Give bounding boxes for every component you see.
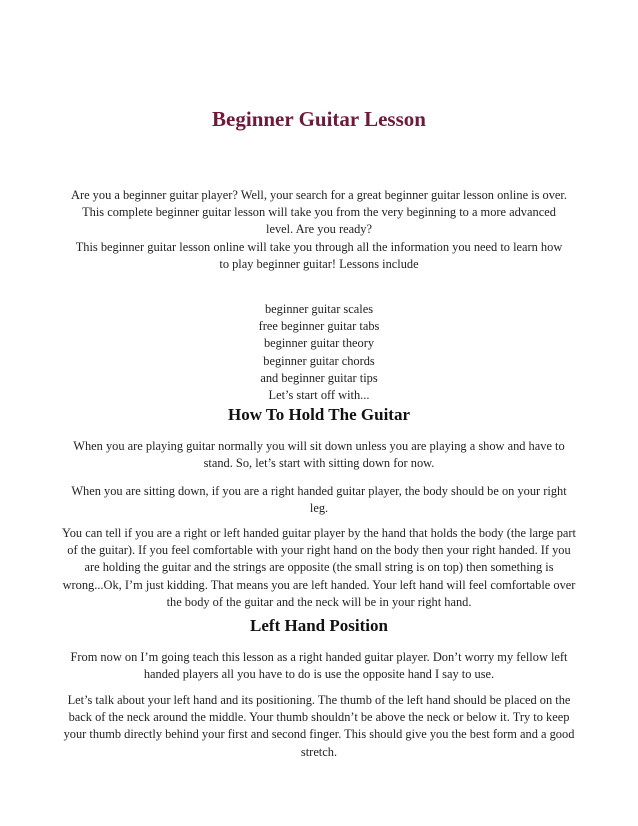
body-paragraph: Let’s talk about your left hand and its positioning. The thumb of the left hand should be placed on the back of the neck around the middle. Your thumb shouldn’t be above the neck or below it. Try to keep your thumb directly behind your first and second finger. This should give you the best form and a good stretch. (63, 693, 575, 759)
list-item: beginner guitar scales (264, 302, 374, 316)
list-item: beginner guitar chords (263, 353, 375, 368)
list-item: beginner guitar theory (263, 336, 375, 351)
list-item: free beginner guitar tabs (258, 319, 380, 334)
body-paragraph: When you are sitting down, if you are a right handed guitar player, the body should be on your right leg. (71, 484, 567, 516)
page-title: Beginner Guitar Lesson (212, 107, 426, 131)
section-heading-hold-guitar: How To Hold The Guitar (227, 405, 410, 424)
list-item: Let’s start off with... (268, 388, 370, 403)
body-paragraph: When you are playing guitar normally you will sit down unless you are playing a show and have to stand. So, let’s start with sitting down for now. (73, 439, 565, 471)
section-heading-left-hand: Left Hand Position (250, 616, 388, 635)
lesson-topic-list (0, 301, 638, 404)
body-paragraph: From now on I’m going teach this lesson as a right handed guitar player. Don’t worry my fellow left handed players all you have to do is use the opposite hand I say to use. (70, 650, 568, 682)
intro-paragraph: This beginner guitar lesson online will take you through all the information you need to learn how to play beginner guitar! Lessons include (75, 239, 563, 271)
list-item: and beginner guitar tips (260, 370, 378, 385)
intro-paragraph: Are you a beginner guitar player? Well, your search for a great beginner guitar lesson online is over. This complete beginner guitar lesson will take you from the very beginning to a more advanced level. Are you ready? (71, 188, 567, 237)
body-paragraph: You can tell if you are a right or left handed guitar player by the hand that holds the body (the large part of the guitar). If you feel comfortable with your right hand on the body then your right handed. If you are holding the guitar and the strings are opposite (the small string is on top) then something is wrong...Ok, I’m just kidding. That means you are left handed. Your left hand will feel comfortable over the body of the guitar and the neck will be in your right hand. (62, 526, 576, 609)
intro-block (70, 187, 568, 273)
